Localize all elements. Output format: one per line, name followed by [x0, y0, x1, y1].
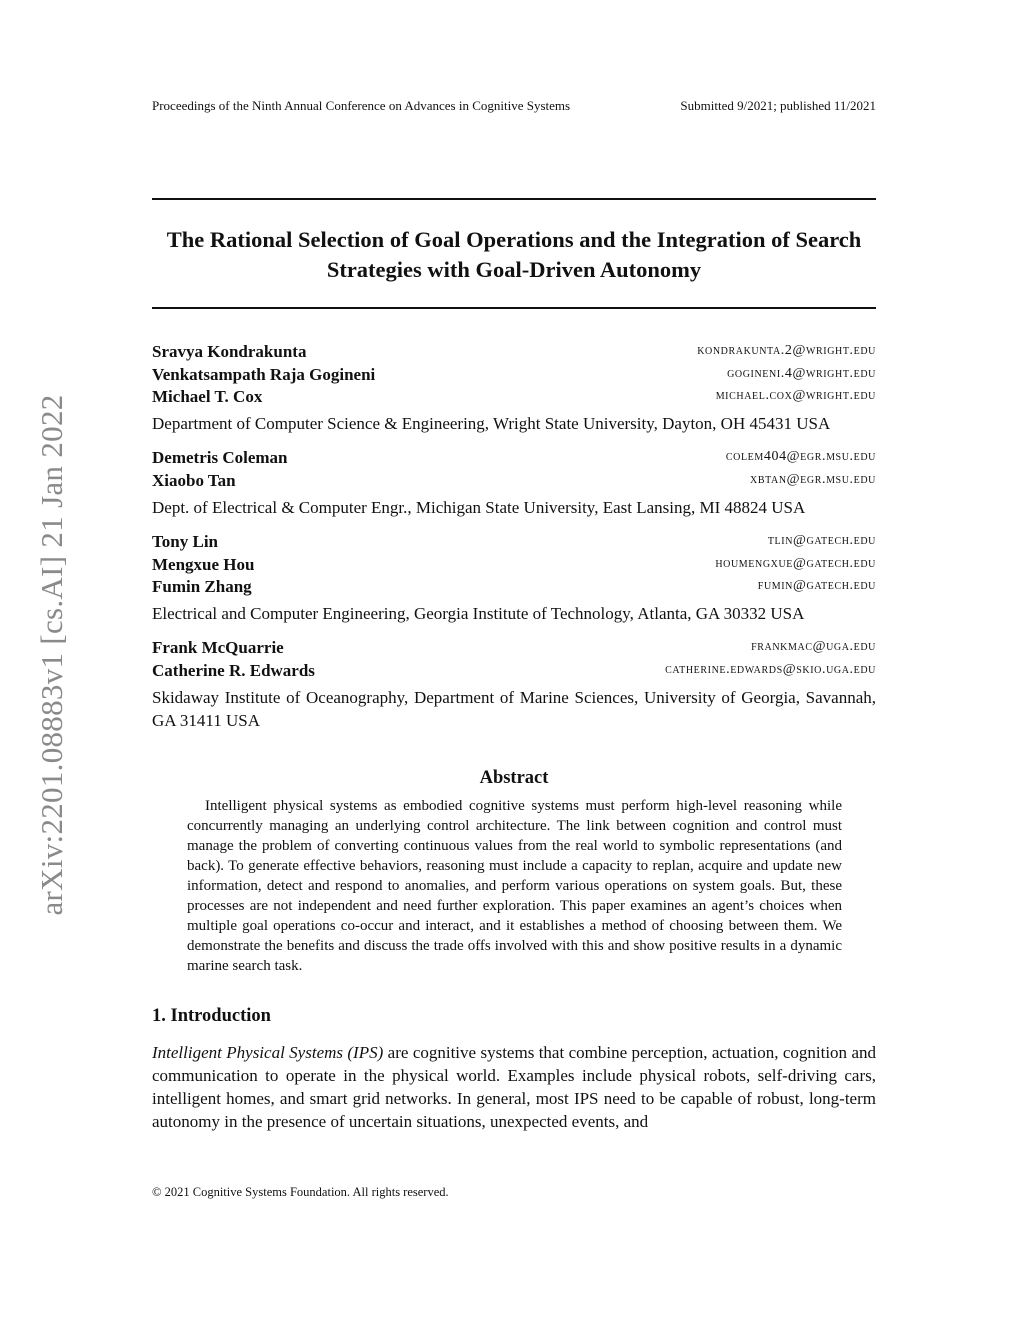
author-email[interactable]: colem404@egr.msu.edu [725, 449, 876, 464]
author-email[interactable]: tlin@gatech.edu [767, 533, 876, 548]
author-name: Sravya Kondrakunta [152, 342, 307, 361]
author-row [152, 365, 876, 388]
author-row [152, 342, 876, 365]
paper-title: The Rational Selection of Goal Operations and the Integration of Search Strategies with Goal-Driven Autonomy [166, 227, 862, 282]
abstract-body: Intelligent physical systems as embodied cognitive systems must perform high-level reasoning while concurrently managing an underlying control architecture. The link between cognition and control must manage the problem of converting continuous values from the real world to symbolic representations (and back). To generate effective behaviors, reasoning must include a capacity to replan, acquire and update new information, detect and respond to anomalies, and perform various operations on system goals. But, these processes are not independent and need further exploration. This paper examines an agent’s choices when multiple goal operations co-occur and interact, and it establishes a method of choosing between them. We demonstrate the benefits and discuss the trade offs involved with this and show positive results in a dynamic marine search task. [187, 798, 842, 974]
author-email[interactable]: fumin@gatech.edu [757, 578, 876, 593]
introduction-paragraph [152, 1041, 876, 1133]
author-email[interactable]: kondrakunta.2@wright.edu [697, 343, 876, 358]
affiliation-uga-skidaway: Skidaway Institute of Oceanography, Department of Marine Sciences, University of Georgia, Savannah, GA 31411 USA [152, 688, 876, 730]
author-name: Catherine R. Edwards [152, 660, 315, 680]
arxiv-sidebar-identifier[interactable]: arXiv:2201.08883v1 [cs.AI] 21 Jan 2022 [34, 394, 69, 916]
author-email[interactable]: michael.cox@wright.edu [715, 388, 876, 403]
header-submission-dates: Submitted 9/2021; published 11/2021 [680, 98, 876, 113]
author-name: Frank McQuarrie [152, 638, 284, 657]
author-row [152, 387, 876, 410]
section-heading-introduction: 1. Introduction [152, 1006, 271, 1026]
affiliation-wright-state: Department of Computer Science & Engineering, Wright State University, Dayton, OH 45431 USA [152, 414, 831, 433]
author-email[interactable]: catherine.edwards@skio.uga.edu [665, 661, 876, 677]
author-email[interactable]: gogineni.4@wright.edu [727, 365, 876, 381]
author-row [152, 661, 876, 684]
copyright-notice: © 2021 Cognitive Systems Foundation. All rights reserved. [152, 1185, 449, 1199]
author-row [152, 555, 876, 578]
author-row [152, 448, 876, 471]
author-name: Mengxue Hou [152, 554, 255, 574]
author-row [152, 638, 876, 661]
introduction-text: are cognitive systems that combine perception, actuation, cognition and communication to operate in the physical world. Examples include physical robots, self-driving cars, intelligent homes, and smart grid networks. In general, most IPS need to be capable of robust, long-term autonomy in the presence of uncertain situations, unexpected events, and [152, 1043, 876, 1131]
author-name: Demetris Coleman [152, 448, 288, 467]
affiliation-michigan-state: Dept. of Electrical & Computer Engr., Michigan State University, East Lansing, MI 48824 USA [152, 498, 806, 517]
introduction-lead-term: Intelligent Physical Systems (IPS) [152, 1043, 384, 1062]
author-name: Tony Lin [152, 532, 218, 551]
author-row [152, 532, 876, 555]
author-name: Fumin Zhang [152, 577, 252, 596]
author-email[interactable]: xbtan@egr.msu.edu [750, 471, 876, 487]
header-venue: Proceedings of the Ninth Annual Conference on Advances in Cognitive Systems [152, 98, 571, 113]
affiliation-georgia-tech: Electrical and Computer Engineering, Georgia Institute of Technology, Atlanta, GA 30332 USA [152, 604, 805, 623]
author-row [152, 577, 876, 600]
author-name: Venkatsampath Raja Gogineni [152, 364, 376, 384]
author-row [152, 471, 876, 494]
author-name: Xiaobo Tan [152, 470, 236, 490]
author-email[interactable]: houmengxue@gatech.edu [715, 555, 876, 571]
abstract-heading: Abstract [479, 768, 549, 788]
title-top-rule [152, 198, 876, 200]
title-bottom-rule [152, 307, 876, 309]
author-name: Michael T. Cox [152, 387, 263, 406]
author-email[interactable]: frankmac@uga.edu [751, 639, 876, 654]
